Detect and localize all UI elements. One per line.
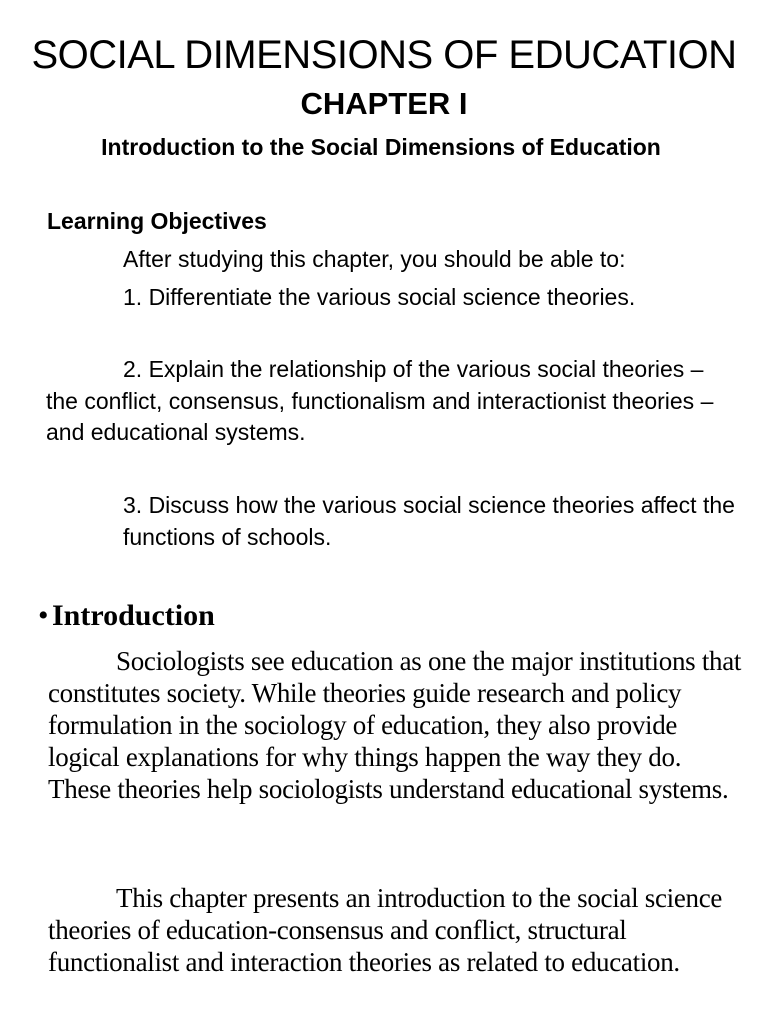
introduction-heading-text: Introduction [52,599,215,632]
introduction-paragraph-1: Sociologists see education as one the major institutions that constitutes society. While theories guide research and policy formulation in the sociology of education, they also provide logical explanations for why things happen the way they do. These theories help sociologists understand educational systems. [48,646,742,804]
objectives-intro: After studying this chapter, you should be able to: [123,246,626,272]
introduction-heading [38,596,215,636]
objective-item-1: 1. Differentiate the various social science theories. [123,284,636,310]
learning-objectives-heading: Learning Objectives [47,208,267,234]
document-title: SOCIAL DIMENSIONS OF EDUCATION [31,33,737,77]
introduction-paragraph-2: This chapter presents an introduction to the social science theories of education-consensus and conflict, structural functionalist and interaction theories as related to education. [48,883,723,977]
objective-item-2: 2. Explain the relationship of the various social theories – the conflict, consensus, functionalism and interactionist theories – and educational systems. [46,356,714,445]
chapter-title: CHAPTER I [300,86,468,121]
chapter-subtitle: Introduction to the Social Dimensions of Education [101,134,661,160]
bullet-icon: • [38,599,49,632]
objective-item-3: 3. Discuss how the various social science theories affect the functions of schools. [123,492,735,550]
